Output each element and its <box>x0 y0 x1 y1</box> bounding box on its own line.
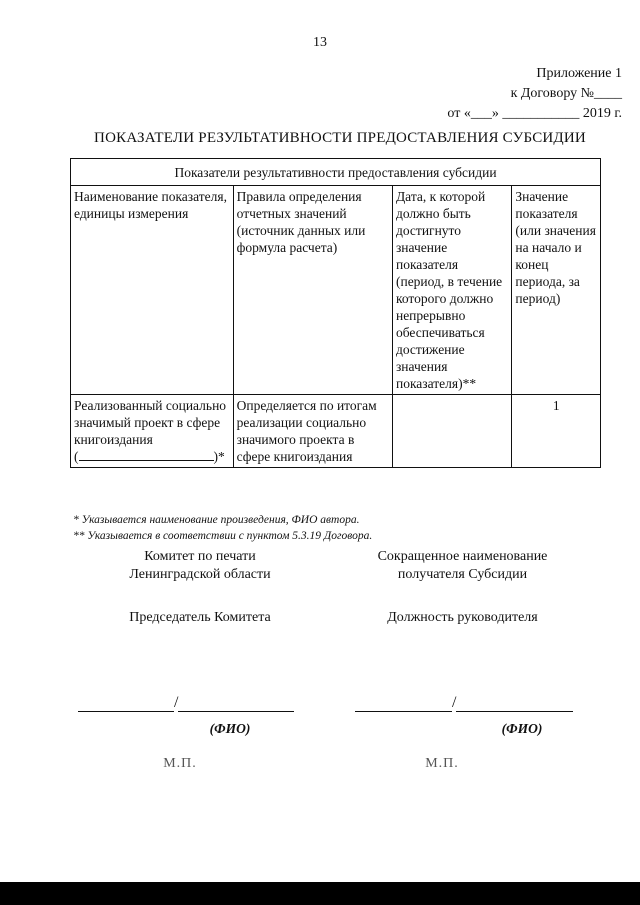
annex-contract-ref: к Договору №____ <box>510 86 622 101</box>
cell-rule: Определяется по итогам реализации социально значимого проекта в сфере книгоиздания <box>233 395 392 468</box>
scan-bottom-bar <box>0 882 640 905</box>
left-org-line1: Комитет по печати <box>144 549 256 564</box>
annex-contract-date: от «___» ___________ 2019 г. <box>447 106 622 121</box>
indicators-table <box>70 158 601 468</box>
right-org <box>355 548 570 584</box>
right-signature-line <box>355 694 577 711</box>
left-org <box>95 548 305 584</box>
header-value: Значение показателя (или значения на начало и конец периода, за период) <box>512 186 601 395</box>
table-header-row <box>71 186 601 395</box>
blank-close: )* <box>213 449 225 464</box>
left-slash: / <box>174 694 179 711</box>
cell-date <box>392 395 511 468</box>
indicator-name-text: Реализованный социально значимый проект в сфере книгоиздания <box>74 398 227 447</box>
cell-value: 1 <box>512 395 601 468</box>
right-slash: / <box>452 694 457 711</box>
footnotes <box>73 512 372 544</box>
page-number: 13 <box>313 35 327 50</box>
right-org-line2: получателя Субсидии <box>397 567 528 582</box>
header-rules: Правила определения отчетных значений (источник данных или формула расчета) <box>233 186 392 395</box>
left-org-line2: Ленинградской области <box>129 567 271 582</box>
table-caption: Показатели результативности предоставления субсидии <box>71 159 601 186</box>
footnote-2: ** Указывается в соответствии с пунктом 5.3.19 Договора. <box>73 530 373 542</box>
annex-block <box>447 64 622 124</box>
document-title: ПОКАЗАТЕЛИ РЕЗУЛЬТАТИВНОСТИ ПРЕДОСТАВЛЕНИЯ СУБСИДИИ <box>94 130 586 146</box>
right-org-line1: Сокращенное наименование <box>377 549 548 564</box>
title-blank-line <box>79 448 214 461</box>
left-signature-line <box>78 694 298 711</box>
table-caption-row <box>71 159 601 186</box>
header-indicator-name: Наименование показателя, единицы измерения <box>71 186 234 395</box>
left-stamp: М.П. <box>163 756 197 771</box>
left-fio: (ФИО) <box>209 721 251 736</box>
blank-open: ( <box>74 449 79 464</box>
right-stamp: М.П. <box>425 756 459 771</box>
footnote-1: * Указывается наименование произведения, ФИО автора. <box>73 514 360 526</box>
right-post: Должность руководителя <box>387 610 538 625</box>
right-fio: (ФИО) <box>501 721 543 736</box>
table-row <box>71 395 601 468</box>
left-post: Председатель Комитета <box>129 610 271 625</box>
cell-indicator-name <box>71 395 234 468</box>
annex-label: Приложение 1 <box>536 66 622 81</box>
header-date: Дата, к которой должно быть достигнуто значение показателя (период, в течение которого должно непрерывно обеспечиваться достижение значения показателя)** <box>392 186 511 395</box>
